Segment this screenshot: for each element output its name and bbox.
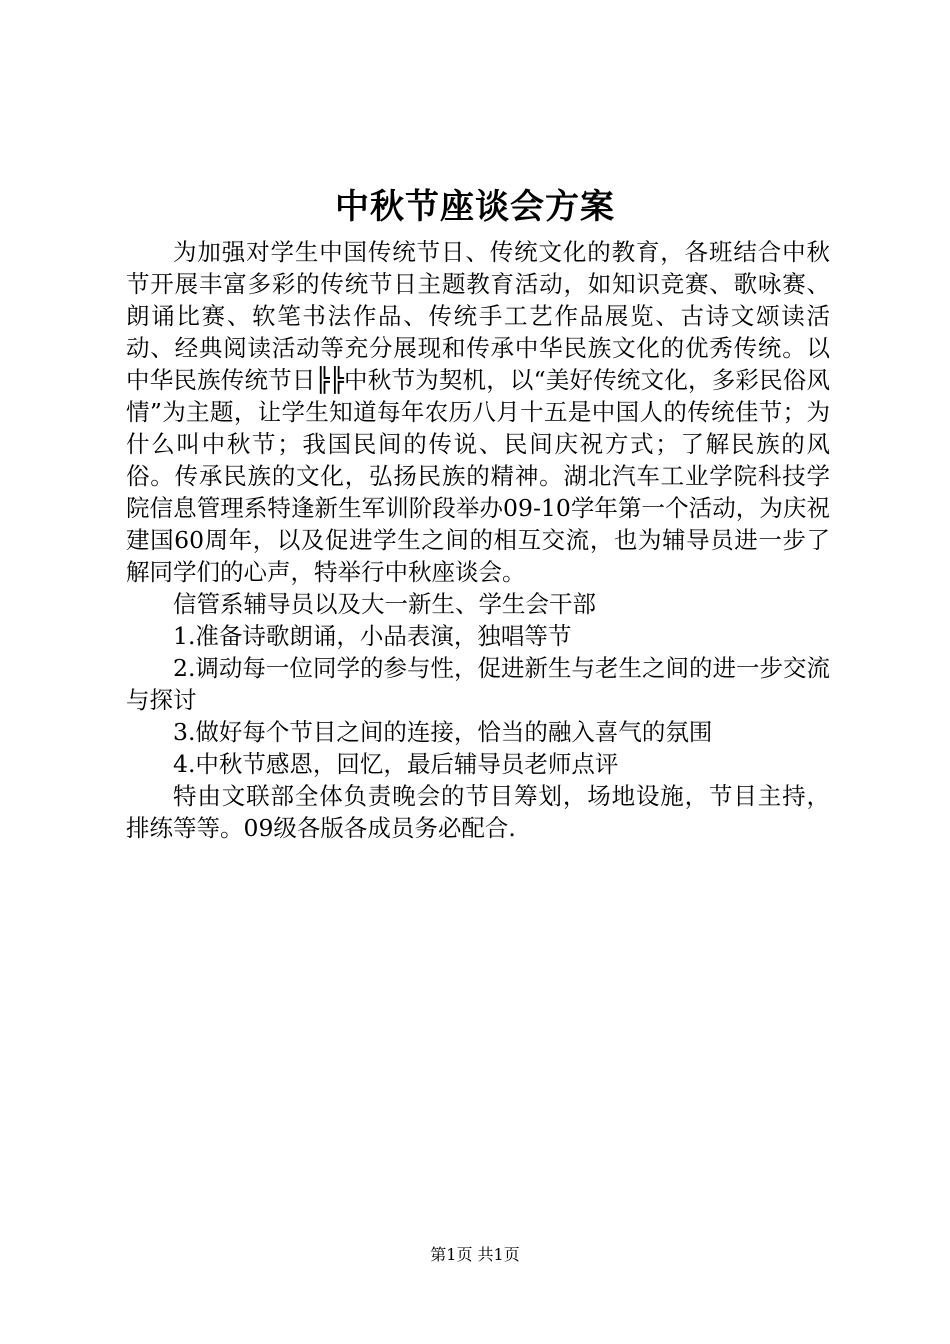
paragraph-participants: 信管系辅导员以及大一新生、学生会干部 xyxy=(173,590,596,618)
paragraph-item-3: 3.做好每个节目之间的连接，恰当的融入喜气的氛围 xyxy=(173,718,713,746)
paragraph-item-4: 4.中秋节感恩，回忆，最后辅导员老师点评 xyxy=(173,750,619,778)
paragraph-item-2: 2.调动每一位同学的参与性，促进新生与老生之间的进一步交流与探讨 xyxy=(126,654,830,714)
document-title: 中秋节座谈会方案 xyxy=(335,187,615,227)
document-body xyxy=(126,236,830,844)
paragraph-responsibility: 特由文联部全体负责晚会的节目筹划，场地设施，节目主持，排练等等。09级各版各成员务必配合. xyxy=(126,782,830,842)
page-number: 第1页 共1页 xyxy=(430,1245,520,1264)
paragraph-item-1: 1.准备诗歌朗诵，小品表演，独唱等节 xyxy=(173,622,572,650)
paragraph-intro: 为加强对学生中国传统节日、传统文化的教育，各班结合中秋节开展丰富多彩的传统节日主题教育活动，如知识竞赛、歌咏赛、朗诵比赛、软笔书法作品、传统手工艺作品展览、古诗文颂读活动、经典阅读活动等充分展现和传承中华民族文化的优秀传统。以中华民族传统节日╠╠中秋节为契机，以“美好传统文化，多彩民俗风情”为主题，让学生知道每年农历八月十五是中国人的传统佳节；为什么叫中秋节；我国民间的传说、民间庆祝方式；了解民族的风俗。传承民族的文化，弘扬民族的精神。湖北汽车工业学院科技学院信息管理系特逢新生军训阶段举办09-10学年第一个活动，为庆祝建国60周年，以及促进学生之间的相互交流，也为辅导员进一步了解同学们的心声，特举行中秋座谈会。 xyxy=(126,238,830,586)
